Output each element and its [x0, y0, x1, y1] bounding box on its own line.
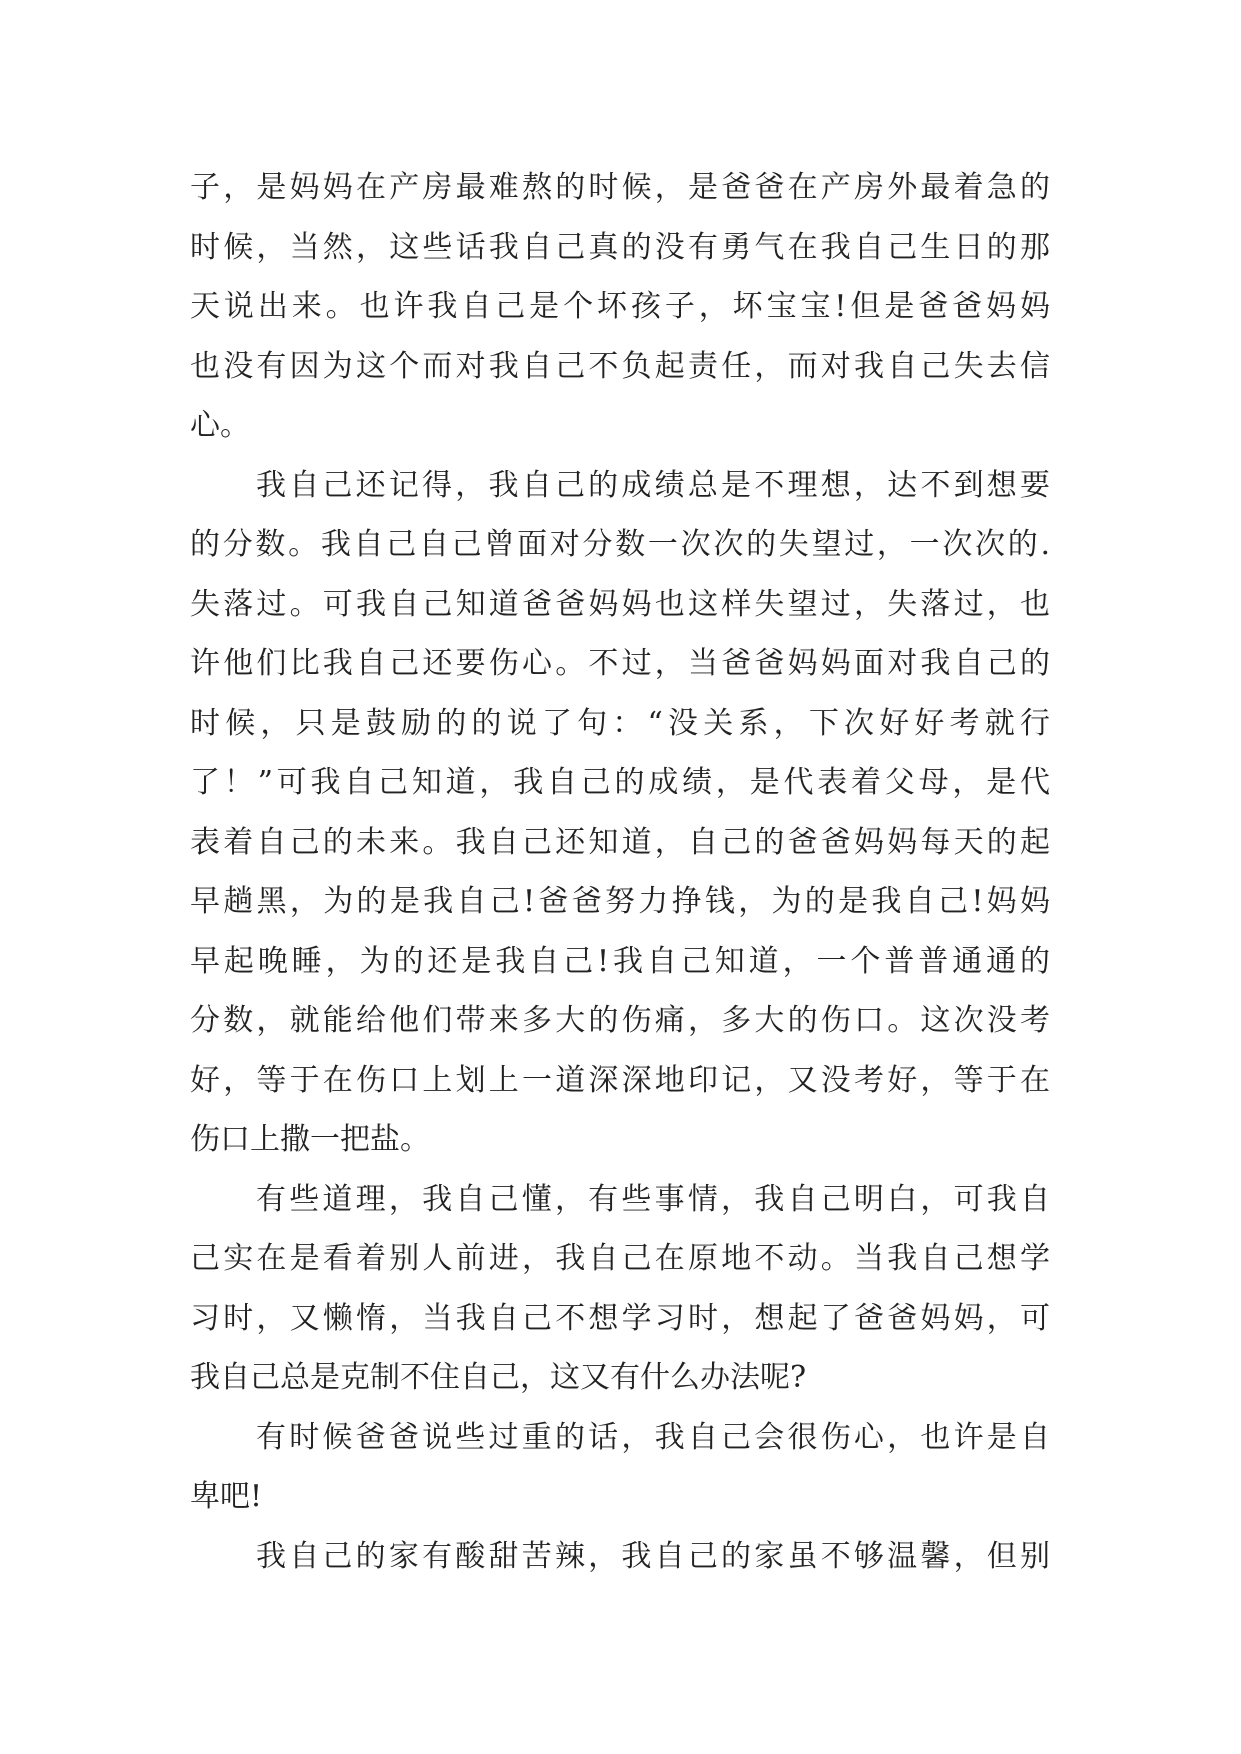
- text-line: 子，是妈妈在产房最难熬的时候，是爸爸在产房外最着急的: [190, 170, 1050, 205]
- text-line: 了！”可我自己知道，我自己的成绩，是代表着父母，是代: [190, 765, 1050, 800]
- text-line: 也没有因为这个而对我自己不负起责任，而对我自己失去信: [190, 348, 1050, 384]
- text-line: 早起晚睡，为的还是我自己!我自己知道，一个普普通通的: [190, 943, 1050, 979]
- text-line: 时候，只是鼓励的的说了句：“没关系，下次好好考就行: [190, 705, 1050, 741]
- paragraph-first-line: 我自己的家有酸甜苦辣，我自己的家虽不够温馨，但别: [256, 1538, 1050, 1574]
- text-line: 我自己总是克制不住自己，这又有什么办法呢?: [190, 1360, 807, 1395]
- text-line: 好，等于在伤口上划上一道深深地印记，又没考好，等于在: [190, 1062, 1050, 1098]
- paragraph-first-line: 有时候爸爸说些过重的话，我自己会很伤心，也许是自: [256, 1419, 1050, 1455]
- text-line: 习时，又懒惰，当我自己不想学习时，想起了爸爸妈妈，可: [190, 1300, 1050, 1336]
- text-line: 时候，当然，这些话我自己真的没有勇气在我自己生日的那: [190, 229, 1050, 265]
- text-line: 的分数。我自己自己曾面对分数一次次的失望过，一次次的.: [190, 527, 1050, 562]
- paragraph-first-line: 我自己还记得，我自己的成绩总是不理想，达不到想要: [256, 467, 1050, 503]
- text-line: 卑吧!: [190, 1479, 263, 1514]
- text-line: 早趟黑，为的是我自己!爸爸努力挣钱，为的是我自己!妈妈: [190, 884, 1050, 919]
- text-line: 表着自己的未来。我自己还知道，自己的爸爸妈妈每天的起: [190, 824, 1050, 860]
- text-line: 己实在是看着别人前进，我自己在原地不动。当我自己想学: [190, 1241, 1050, 1276]
- text-line: 天说出来。也许我自己是个坏孩子，坏宝宝!但是爸爸妈妈: [190, 289, 1050, 324]
- text-line: 许他们比我自己还要伤心。不过，当爸爸妈妈面对我自己的: [190, 646, 1050, 681]
- paragraph-first-line: 有些道理，我自己懂，有些事情，我自己明白，可我自: [256, 1181, 1050, 1217]
- text-line: 分数，就能给他们带来多大的伤痛，多大的伤口。这次没考: [190, 1003, 1050, 1038]
- text-line: 心。: [190, 408, 250, 443]
- text-line: 失落过。可我自己知道爸爸妈妈也这样失望过，失落过，也: [190, 586, 1050, 622]
- text-line: 伤口上撒一把盐。: [190, 1122, 430, 1157]
- document-body: [190, 158, 1050, 1586]
